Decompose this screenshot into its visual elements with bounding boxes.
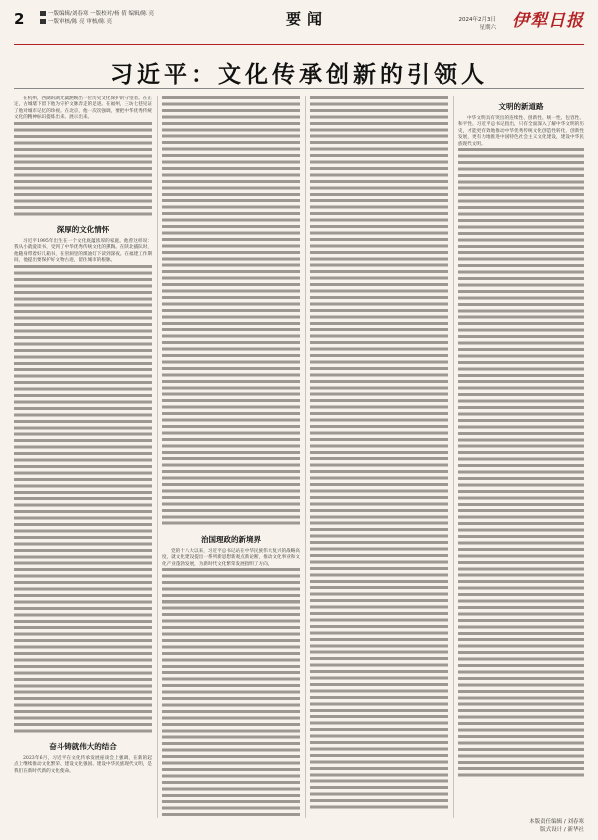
article-column-3	[310, 96, 448, 818]
bullet-icon	[40, 19, 46, 24]
bullet-icon	[40, 11, 46, 16]
page-headline: 习近平：文化传承创新的引领人	[110, 61, 488, 88]
column-divider	[453, 96, 454, 818]
body-text	[458, 148, 584, 778]
page-masthead	[14, 6, 584, 45]
section-paragraph: 党的十八大以来，习近平总书记站在中华民族伟大复兴的战略高度，就文化建设提出一系列新思想新观点新论断，推动文化事业和文化产业蓬勃发展，为新时代文化繁荣发展指明了方向。	[162, 549, 300, 567]
column-divider	[305, 96, 306, 818]
page-number: 2	[14, 10, 25, 28]
section-subhead: 文明的新道路	[498, 102, 544, 111]
section-name: 要闻	[286, 10, 329, 28]
dateline	[459, 16, 497, 32]
headline-divider	[14, 88, 584, 89]
body-text	[14, 122, 152, 218]
section-subhead: 治国理政的新境界	[201, 535, 261, 544]
body-text	[14, 265, 152, 735]
footer-line: 本版责任编辑 / 刘春寒	[529, 819, 584, 825]
body-text	[310, 96, 448, 812]
section-subhead: 深厚的文化情怀	[56, 224, 110, 234]
body-text	[162, 568, 300, 816]
lead-paragraph: 在杭州，西湖的湖光潋滟映出一位历史文化保护的守望者。在正定，古城墙下留下他为守护文脉奔走的足迹。在福州，三坊七巷见证了他对城市记忆的珍视。在北京，他一次次强调，要把中华优秀传统文化的精神标识提炼出来、展示出来。	[14, 96, 152, 121]
footer-line: 版式设计 / 新华社	[540, 827, 584, 833]
body-text	[162, 96, 300, 528]
section-paragraph: 习近平1995年出生在一个文化底蕴浓厚的家庭。他曾这样说：我从小就爱读书，受到了中华优秀传统文化的熏陶。在陕北插队时，他随身带着好几箱书，在窑洞里的煤油灯下读到深夜。在福建工作期间，他提出要保护好文物古迹，留住城市的根脉。	[14, 238, 152, 264]
article-column-1	[14, 96, 152, 818]
editor-credit-line: 一版编辑/刘春寒 一版校对/杨 倩 编辑/陈 亮	[40, 10, 230, 18]
column-divider	[157, 96, 158, 818]
section-subhead: 奋斗铸就伟大的结合	[49, 741, 117, 751]
newspaper-logo: 伊犁日报	[512, 11, 584, 31]
date: 2024年2月3日	[458, 17, 496, 23]
page-footer	[529, 818, 584, 834]
editor-credit-line: 一版审核/陈 亮 审核/陈 亮	[40, 18, 230, 26]
editor-credits	[40, 10, 230, 26]
section-paragraph: 2023年6月，习近平在文化传承发展座谈会上强调，在新的起点上继续推动文化繁荣、建设文化强国、建设中华民族现代文明，是我们在新时代新的文化使命。	[14, 755, 152, 774]
article-column-2	[162, 96, 300, 818]
article-column-4	[458, 96, 584, 818]
weekday: 星期六	[479, 25, 496, 31]
section-paragraph: 中华文明具有突出的连续性、创新性、统一性、包容性、和平性。习近平总书记指出，只有全面深入了解中华文明的历史，才能更有效地推动中华优秀传统文化创造性转化、创新性发展，更有力地推进中国特色社会主义文化建设，建设中华民族现代文明。	[458, 116, 584, 147]
